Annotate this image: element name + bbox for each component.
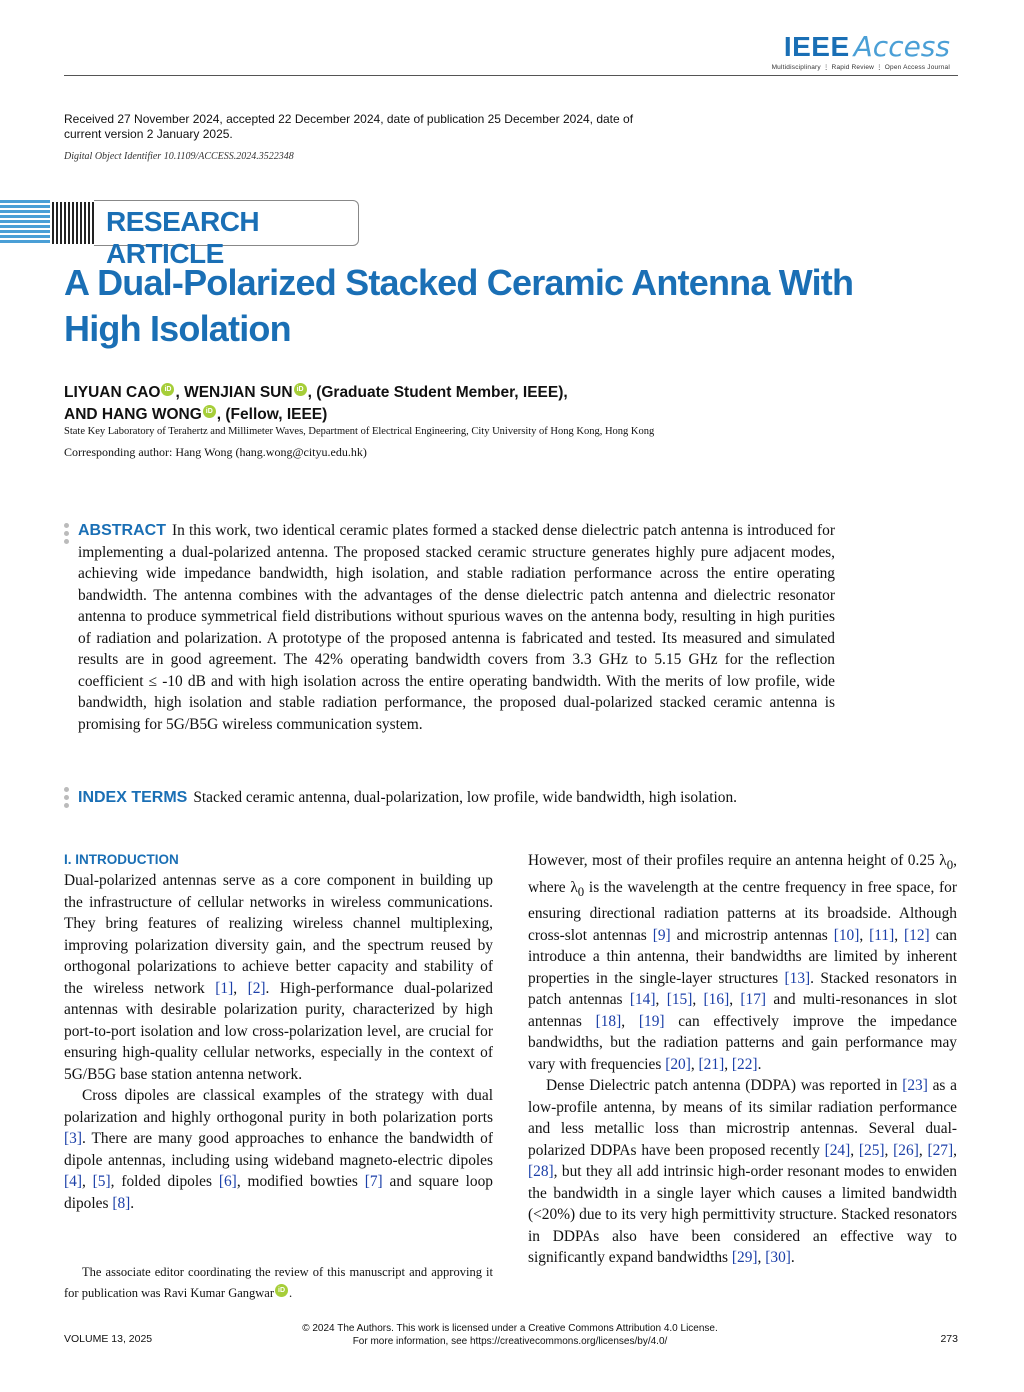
body-column-right xyxy=(528,850,957,1269)
orcid-icon[interactable]: iD xyxy=(161,383,174,396)
citation-link[interactable]: [5] xyxy=(92,1173,111,1190)
text-run: , xyxy=(621,1012,639,1030)
license-link[interactable]: For more information, see https://creativecommons.org/licenses/by/4.0/ xyxy=(352,1336,668,1347)
text-run: can introduce a thin antenna, their bandwidths are limited by inherent properties in the single-layer structures xyxy=(528,926,957,987)
text-run: as a low-profile antenna, by means of its similar radiation performance and less metallic loss than microstrip antennas. Several dual-polarized DDPAs have been proposed recently xyxy=(528,1077,957,1159)
text-run: , xyxy=(859,926,870,944)
text-run: , xyxy=(81,1173,93,1190)
doi[interactable]: Digital Object Identifier 10.1109/ACCESS.2024.3522348 xyxy=(64,151,294,162)
orcid-icon[interactable]: iD xyxy=(275,1284,288,1297)
text-run: , xyxy=(918,1141,928,1159)
banner-stripes xyxy=(0,200,50,246)
author-membership: , (Graduate Student Member, IEEE), xyxy=(307,384,568,401)
index-terms-heading: INDEX TERMS xyxy=(78,789,188,806)
orcid-icon[interactable]: iD xyxy=(203,405,216,418)
text-run: , modified bowties xyxy=(236,1173,365,1190)
citation-link[interactable]: [30] xyxy=(765,1249,791,1267)
citation-link[interactable]: [8] xyxy=(112,1194,131,1212)
publication-history: Received 27 November 2024, accepted 22 December 2024, date of publication 25 December 2024, date of current version 2 January 2025. xyxy=(64,112,634,141)
paragraph xyxy=(528,1075,957,1269)
text-run: can effectively improve the impedance bandwidths, but the radiation patterns and gain performance may vary with frequencies xyxy=(528,1012,957,1073)
text-run: , xyxy=(894,926,905,944)
logo-access: Access xyxy=(853,30,950,63)
corresponding-author: Corresponding author: Hang Wong (hang.wong@cityu.edu.hk) xyxy=(64,445,367,459)
text-run: , xyxy=(757,1249,766,1267)
citation-link[interactable]: [10] xyxy=(833,926,860,944)
citation-link[interactable]: [14] xyxy=(629,991,656,1009)
citation-link[interactable]: [4] xyxy=(64,1173,82,1190)
citation-link[interactable]: [1] xyxy=(215,979,234,997)
paragraph xyxy=(64,870,493,1085)
text-run: . xyxy=(757,1055,762,1073)
banner-barcode xyxy=(52,202,94,244)
paragraph xyxy=(528,850,957,1075)
citation-link[interactable]: [29] xyxy=(731,1249,758,1267)
citation-link[interactable]: [19] xyxy=(638,1012,665,1030)
author-name: AND HANG WONG xyxy=(64,406,202,423)
section-heading: I. INTRODUCTION xyxy=(64,852,179,867)
text-run: Cross dipoles are classical examples of the strategy with dual polarization and highly orthogonal purity in both polarization ports xyxy=(64,1087,493,1126)
index-terms-text: Stacked ceramic antenna, dual-polarization, low profile, wide bandwidth, high isolation. xyxy=(193,789,737,806)
citation-link[interactable]: [22] xyxy=(731,1055,758,1073)
text-run: and microstrip antennas xyxy=(670,926,834,944)
author-name: LIYUAN CAO xyxy=(64,384,161,401)
citation-link[interactable]: [13] xyxy=(784,969,811,987)
citation-link[interactable]: [18] xyxy=(595,1012,622,1030)
citation-link[interactable]: [23] xyxy=(902,1077,928,1095)
text-run: Dual-polarized antennas serve as a core component in building up the infrastructure of cellular networks in wireless communications. They bring features of realizing wireless channel multiplexing, improving polarization diversity gain, and the spectrum reused by orthogonal polarizations to achieve better capacity and stability of the wireless network xyxy=(64,872,493,997)
body-column-left xyxy=(64,850,493,1214)
orcid-icon[interactable]: iD xyxy=(294,383,307,396)
text-run: . There are many good approaches to enhance the bandwidth of dipole antennas, including using wideband magneto-electric dipoles xyxy=(64,1130,493,1169)
text-run: , xyxy=(850,1141,859,1159)
header-divider xyxy=(64,75,958,76)
paragraph xyxy=(64,1085,493,1214)
footnote-text: The associate editor coordinating the review of this manuscript and approving it for publication was Ravi Kumar Gangwar xyxy=(64,1265,493,1300)
citation-link[interactable]: [25] xyxy=(858,1141,885,1159)
text-run: and square loop dipoles xyxy=(64,1173,494,1212)
article-type-banner xyxy=(0,200,360,269)
text-run: is the wavelength at the centre frequency in free space, for ensuring directional radiation patterns at its broadside. Although cross-slot antennas xyxy=(528,878,957,944)
subscript: 0 xyxy=(946,858,954,873)
text-run: , folded dipoles xyxy=(110,1173,219,1190)
author-list xyxy=(64,382,764,426)
author-membership: , (Fellow, IEEE) xyxy=(216,406,328,423)
text-run: , xyxy=(724,1055,732,1073)
journal-logo xyxy=(772,30,950,71)
author-name: , WENJIAN SUN xyxy=(175,384,293,401)
abstract xyxy=(78,520,835,735)
abstract-text: In this work, two identical ceramic plates formed a stacked dense dielectric patch antenna is introduced for implementing a dual-polarized antenna. The proposed stacked ceramic structure generates highly pure adjacent modes, achieving wide impedance bandwidth, high isolation, and stable radiation performance across the entire operating bandwidth. The antenna combines with the advantages of the dense dielectric patch antenna and dielectric resonator antenna to produce symmetrical field distributions without spurious waves on the antenna body, resulting in high purities of radiation and polarization. A prototype of the proposed antenna is fabricated and tested. Its measured and simulated results are in good agreement. The 42% operating bandwidth covers from 3.3 GHz to 5.15 GHz for the reflection coefficient ≤ -10 dB and with high isolation across the entire operating bandwidth. With the merits of low profile, wide bandwidth, high isolation and stable radiation performance, the proposed dual-polarized stacked ceramic antenna is promising for 5G/B5G wireless communication system. xyxy=(78,522,835,733)
text-run: , where λ xyxy=(528,852,957,896)
text-run: , xyxy=(690,1055,699,1073)
text-run: , xyxy=(729,991,741,1009)
index-terms-dots-icon xyxy=(64,787,69,811)
citation-link[interactable]: [9] xyxy=(652,926,671,944)
paper-title: A Dual-Polarized Stacked Ceramic Antenna With High Isolation xyxy=(64,262,854,349)
text-run: . Stacked resonators in patch antennas xyxy=(528,969,957,1009)
footer-volume: VOLUME 13, 2025 xyxy=(64,1333,153,1345)
text-run: and multi-resonances in slot antennas xyxy=(528,991,957,1030)
citation-link[interactable]: [26] xyxy=(893,1141,919,1159)
page-number: 273 xyxy=(940,1333,958,1345)
text-run: . xyxy=(130,1194,135,1212)
text-run: . High-performance dual-polarized antennas with desirable polarization purity, characterized by high port-to-port isolation and low cross-polarization level, are crucial for ensuring high-quality cellular networks, especially in the context of 5G/B5G base station antenna network. xyxy=(64,979,493,1083)
license-line: © 2024 The Authors. This work is licensed under a Creative Commons Attribution 4.0 License. xyxy=(302,1323,718,1334)
citation-link[interactable]: [21] xyxy=(698,1055,725,1073)
citation-link[interactable]: [17] xyxy=(740,991,767,1009)
citation-link[interactable]: [11] xyxy=(869,926,895,944)
citation-link[interactable]: [20] xyxy=(665,1055,691,1073)
citation-link[interactable]: [15] xyxy=(666,991,693,1009)
editor-footnote xyxy=(64,1262,493,1304)
citation-link[interactable]: [12] xyxy=(904,926,930,944)
citation-link[interactable]: [3] xyxy=(64,1130,82,1147)
citation-link[interactable]: [2] xyxy=(247,979,266,997)
text-run: , xyxy=(953,1141,957,1159)
text-run: , xyxy=(233,979,248,997)
text-run: , xyxy=(655,991,667,1009)
text-run: Dense Dielectric patch antenna (DDPA) was reported in xyxy=(546,1077,903,1095)
text-run: , xyxy=(692,991,704,1009)
footer-license xyxy=(260,1322,760,1348)
citation-link[interactable]: [16] xyxy=(703,991,730,1009)
citation-link[interactable]: [24] xyxy=(824,1141,851,1159)
affiliation: State Key Laboratory of Terahertz and Millimeter Waves, Department of Electrical Engineering, City University of Hong Kong, Hong Kong xyxy=(64,426,655,437)
citation-link[interactable]: [6] xyxy=(218,1173,237,1190)
abstract-heading: ABSTRACT xyxy=(78,522,166,539)
subscript: 0 xyxy=(577,884,585,899)
citation-link[interactable]: [27] xyxy=(927,1141,954,1159)
logo-tagline: Multidisciplinary ⋮ Rapid Review ⋮ Open Access Journal xyxy=(771,64,950,71)
text-run: . xyxy=(790,1249,795,1267)
citation-link[interactable]: [7] xyxy=(364,1173,383,1190)
text-run: , xyxy=(884,1141,894,1159)
footnote-period: . xyxy=(289,1286,293,1300)
abstract-dots-icon xyxy=(64,523,69,547)
index-terms xyxy=(78,787,878,809)
logo-ieee: IEEE xyxy=(783,31,850,62)
citation-link[interactable]: [28] xyxy=(528,1163,554,1181)
article-type-label: RESEARCH ARTICLE xyxy=(106,206,260,269)
text-run: , but they all add intrinsic high-order resonant modes to enwiden the bandwidth in a single layer which causes a limited bandwidth (<20%) due to its very high permittivity structure. Stacked resonators in DDPAs also have been considered an effective way to significantly expand bandwidths xyxy=(528,1163,957,1267)
text-run: However, most of their profiles require an antenna height of 0.25 λ xyxy=(528,852,947,869)
